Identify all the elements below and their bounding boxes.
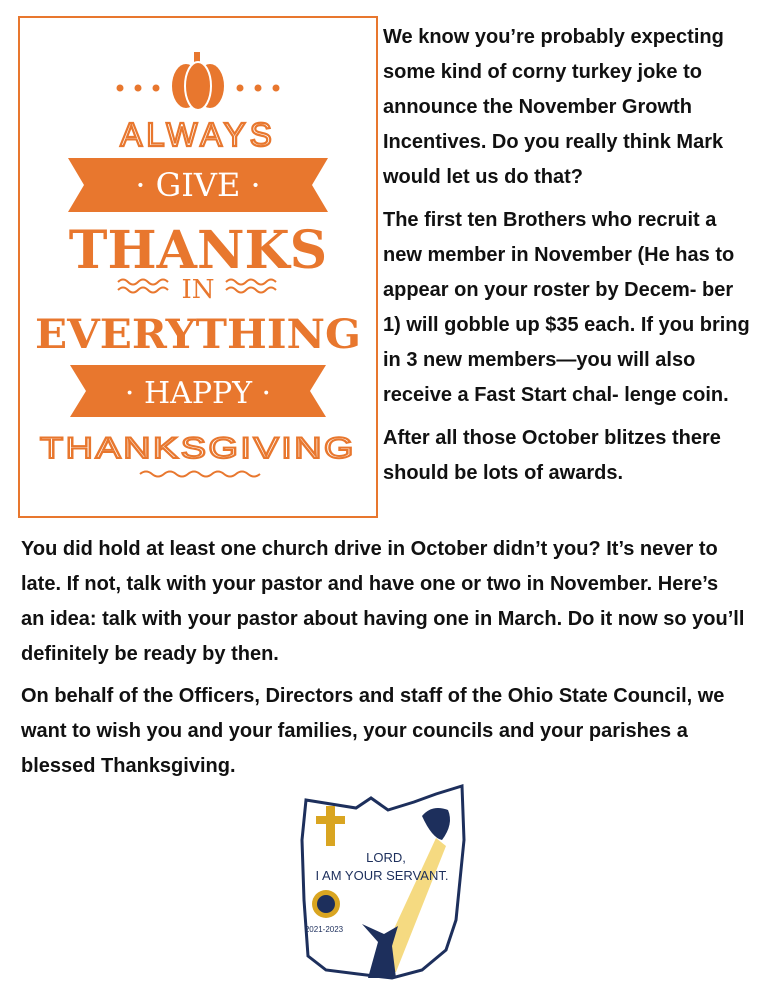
- poster-everything: EVERYTHING: [35, 311, 361, 358]
- logo-years: 2021-2023: [304, 925, 344, 934]
- wave-lines-bottom: [140, 472, 260, 477]
- poster-happy: · HAPPY ·: [124, 376, 272, 411]
- pumpkin-icon: [172, 52, 224, 110]
- poster-always: ALWAYS: [120, 116, 276, 153]
- dots-left: [117, 85, 160, 92]
- ohio-council-logo: [296, 780, 481, 982]
- paragraph: After all those October blitzes there should be lots of awards.: [383, 427, 721, 484]
- happy-ribbon: [70, 365, 326, 417]
- give-ribbon: [68, 158, 328, 212]
- paragraph: The first ten Brothers who recruit a new member in November (He has to appear on your roster by Decem- ber 1) will gobble up $35 each. If you bring in 3 new members—you will also receive a Fast Start chal- lenge coin.: [383, 209, 750, 406]
- poster-graphic: [20, 18, 376, 516]
- paragraph: You did hold at least one church drive in October didn’t you? It’s never to late. If not, talk with your pastor and have one or two in November. Here’s an idea: talk with your pastor about having one in March. Do it now so you’ll definitely be ready by then.: [21, 538, 745, 665]
- poster-in: IN: [181, 275, 215, 305]
- logo-line2: I AM YOUR SERVANT.: [315, 868, 449, 883]
- poster-thanksgiving: THANKSGIVING: [40, 432, 356, 465]
- main-text-column: [21, 532, 746, 791]
- dots-right: [237, 85, 280, 92]
- poster-thanks: THANKS: [68, 220, 328, 281]
- logo-line1: LORD,: [366, 850, 406, 865]
- paragraph: We know you’re probably expecting some kind of corny turkey joke to announce the November Growth Incentives. Do you really think Mark would let us do that?: [383, 26, 724, 188]
- emblem-icon: [312, 890, 340, 918]
- poster-give: · GIVE ·: [135, 166, 261, 204]
- right-text-column: [383, 20, 753, 499]
- paragraph: On behalf of the Officers, Directors and staff of the Ohio State Council, we want to wish you and your families, your councils and your parishes a blessed Thanksgiving.: [21, 685, 725, 777]
- thanksgiving-poster: [18, 16, 378, 518]
